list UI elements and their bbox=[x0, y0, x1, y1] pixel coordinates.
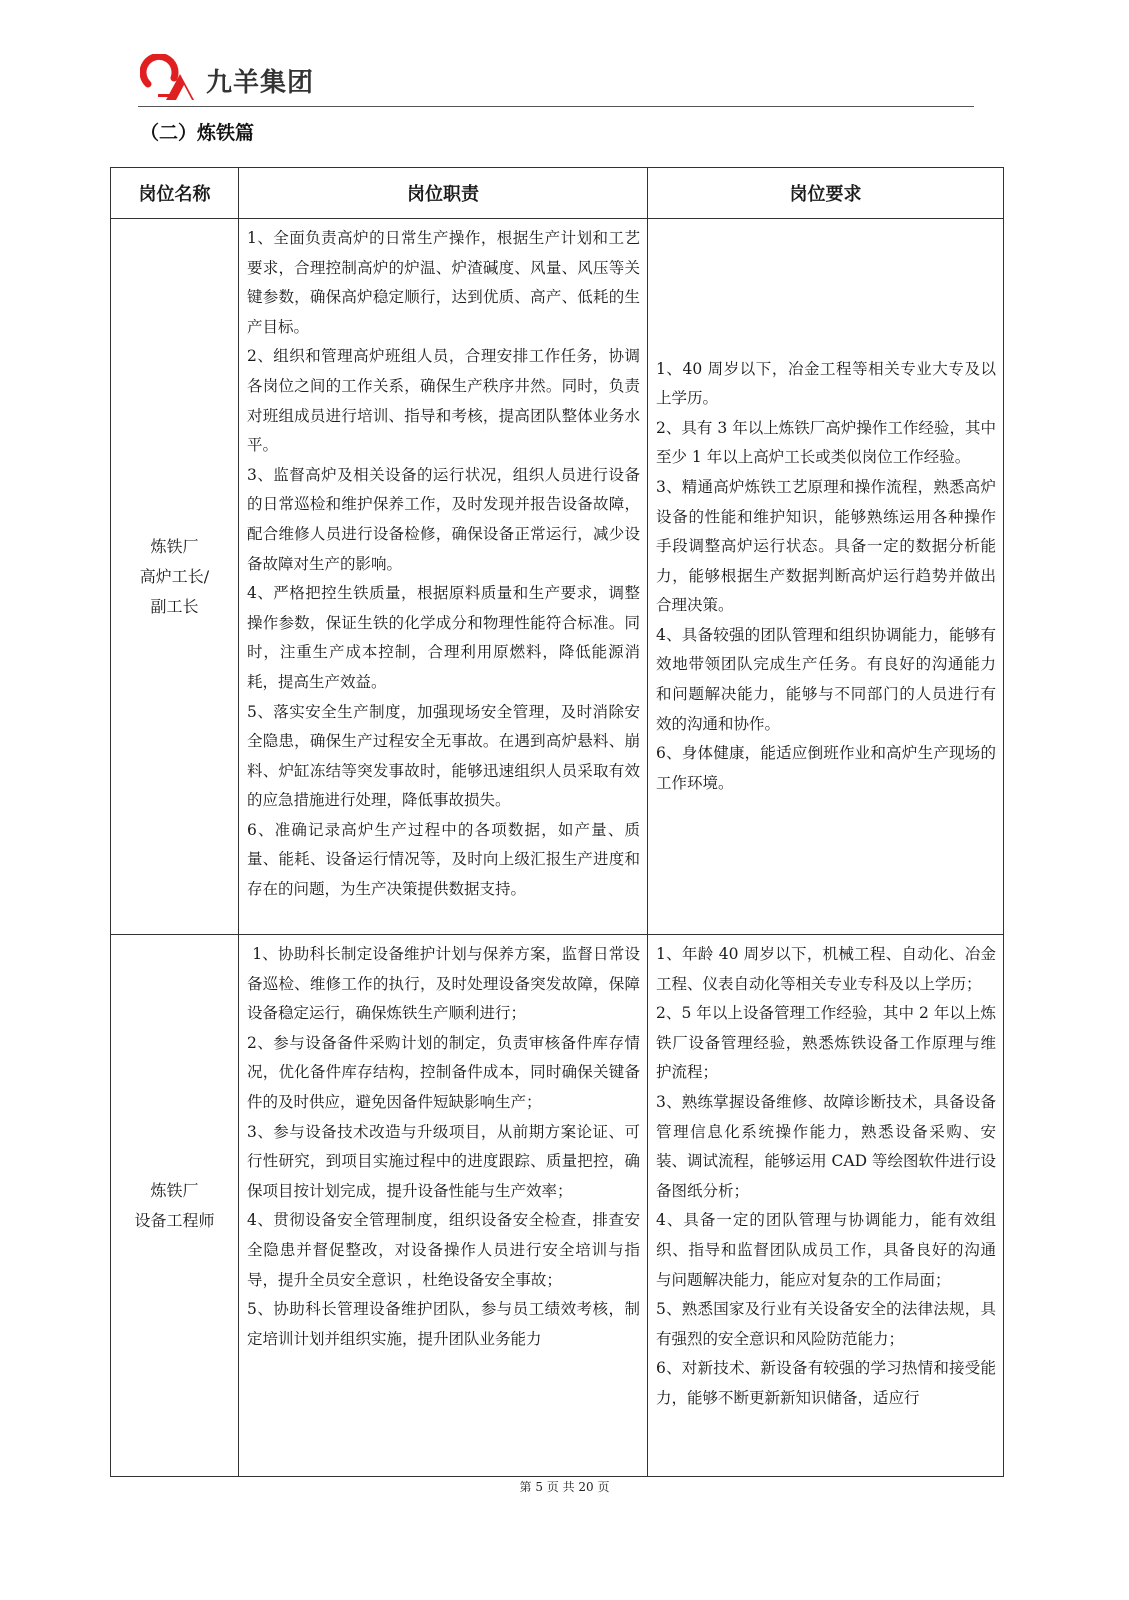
requirement-item: 2、具有 3 年以上炼铁厂高炉操作工作经验，其中至少 1 年以上高炉工长或类似岗位工作经验。 bbox=[656, 418, 996, 467]
position-name-line: 设备工程师 bbox=[134, 1210, 215, 1230]
brand-name: 九羊集团 bbox=[206, 68, 315, 98]
requirements-cell bbox=[648, 935, 1004, 1477]
position-name-cell bbox=[111, 935, 239, 1477]
table-row bbox=[111, 219, 1004, 935]
requirement-item: 3、熟练掌握设备维修、故障诊断技术，具备设备管理信息化系统操作能力，熟悉设备采购、安装、调试流程，能够运用 CAD 等绘图软件进行设备图纸分析； bbox=[656, 1092, 996, 1200]
position-name-line: 炼铁厂 bbox=[150, 536, 199, 556]
table-header-row bbox=[111, 168, 1004, 219]
requirement-item: 5、熟悉国家及行业有关设备安全的法律法规，具有强烈的安全意识和风险防范能力； bbox=[656, 1300, 996, 1348]
requirements-cell bbox=[648, 219, 1004, 935]
duty-item: 3、监督高炉及相关设备的运行状况，组织人员进行设备的日常巡检和维护保养工作，及时发现并报告设备故障，配合维修人员进行设备检修，确保设备正常运行，减少设备故障对生产的影响。 bbox=[247, 465, 640, 573]
job-table bbox=[110, 167, 1004, 1477]
header-position-name: 岗位名称 bbox=[111, 168, 239, 219]
page-number: 第 5 页 共 20 页 bbox=[519, 1480, 610, 1494]
duties-cell bbox=[239, 219, 648, 935]
position-name-line: 高炉工长/ bbox=[139, 566, 210, 586]
requirement-item: 3、精通高炉炼铁工艺原理和操作流程，熟悉高炉设备的性能和维护知识，能够熟练运用各种操作手段调整高炉运行状态。具备一定的数据分析能力，能够根据生产数据判断高炉运行趋势并做出合理决策。 bbox=[656, 477, 996, 615]
header-duties: 岗位职责 bbox=[239, 168, 648, 219]
requirement-item: 1、40 周岁以下，冶金工程等相关专业大专及以上学历。 bbox=[656, 359, 996, 408]
duty-item: 2、组织和管理高炉班组人员，合理安排工作任务，协调各岗位之间的工作关系，确保生产秩序井然。同时，负责对班组成员进行培训、指导和考核，提高团队整体业务水平。 bbox=[247, 347, 640, 455]
duty-item: 6、准确记录高炉生产过程中的各项数据，如产量、质量、能耗、设备运行情况等，及时向上级汇报生产进度和存在的问题，为生产决策提供数据支持。 bbox=[247, 820, 640, 899]
table-row bbox=[111, 935, 1004, 1477]
duty-item: 5、协助科长管理设备维护团队，参与员工绩效考核，制定培训计划并组织实施，提升团队业务能力 bbox=[247, 1300, 640, 1348]
duty-item: 3、参与设备技术改造与升级项目，从前期方案论证、可行性研究，到项目实施过程中的进度跟踪、质量把控，确保项目按计划完成，提升设备性能与生产效率； bbox=[247, 1122, 640, 1200]
duty-item: 5、落实安全生产制度，加强现场安全管理，及时消除安全隐患，确保生产过程安全无事故。在遇到高炉悬料、崩料、炉缸冻结等突发事故时，能够迅速组织人员采取有效的应急措施进行处理，降低事故损失。 bbox=[247, 702, 640, 810]
requirement-item: 6、身体健康，能适应倒班作业和高炉生产现场的工作环境。 bbox=[656, 744, 996, 792]
position-name-line: 炼铁厂 bbox=[150, 1180, 199, 1200]
position-name-cell bbox=[111, 219, 239, 935]
requirement-item: 4、具备较强的团队管理和组织协调能力，能够有效地带领团队完成生产任务。有良好的沟通能力和问题解决能力，能够与不同部门的人员进行有效的沟通和协作。 bbox=[656, 625, 996, 733]
duties-cell bbox=[239, 935, 648, 1477]
duty-item: 4、严格把控生铁质量，根据原料质量和生产要求，调整操作参数，保证生铁的化学成分和物理性能符合标准。同时，注重生产成本控制，合理利用原燃料，降低能源消耗，提高生产效益。 bbox=[247, 584, 640, 691]
requirement-item: 1、年龄 40 周岁以下，机械工程、自动化、冶金工程、仪表自动化等相关专业专科及以上学历； bbox=[656, 945, 996, 993]
header-divider bbox=[138, 106, 974, 107]
section-title: （二）炼铁篇 bbox=[140, 122, 255, 144]
duty-item: 1、全面负责高炉的日常生产操作，根据生产计划和工艺要求，合理控制高炉的炉温、炉渣碱度、风量、风压等关键参数，确保高炉稳定顺行，达到优质、高产、低耗的生产目标。 bbox=[247, 229, 640, 336]
jiuyang-logo-icon bbox=[140, 54, 210, 102]
requirement-item: 2、5 年以上设备管理工作经验，其中 2 年以上炼铁厂设备管理经验，熟悉炼铁设备工作原理与维护流程； bbox=[656, 1004, 996, 1082]
requirement-item: 6、对新技术、新设备有较强的学习热情和接受能力，能够不断更新新知识储备，适应行 bbox=[656, 1359, 996, 1407]
header-requirements: 岗位要求 bbox=[648, 168, 1004, 219]
duty-item: 1、协助科长制定设备维护计划与保养方案，监督日常设备巡检、维修工作的执行，及时处理设备突发故障，保障设备稳定运行，确保炼铁生产顺利进行； bbox=[247, 945, 640, 1023]
position-name-line: 副工长 bbox=[150, 596, 199, 616]
duties-clip bbox=[247, 940, 640, 1471]
duty-item: 4、贯彻设备安全管理制度，组织设备安全检查，排查安全隐患并督促整改，对设备操作人员进行安全培训与指导，提升全员安全意识 ，杜绝设备安全事故； bbox=[247, 1211, 640, 1289]
duty-item: 2、参与设备备件采购计划的制定，负责审核备件库存情况，优化备件库存结构，控制备件成本，同时确保关键备件的及时供应，避免因备件短缺影响生产； bbox=[247, 1033, 640, 1111]
requirements-clip bbox=[656, 940, 996, 1471]
page-header bbox=[140, 52, 974, 104]
requirement-item: 4、具备一定的团队管理与协调能力，能有效组织、指导和监督团队成员工作，具备良好的沟通与问题解决能力，能应对复杂的工作局面； bbox=[656, 1211, 996, 1289]
